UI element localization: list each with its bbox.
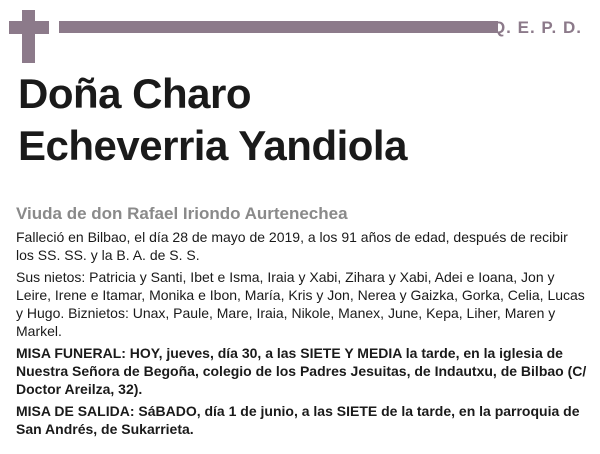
name-line-2: Echeverria Yandiola [18, 122, 407, 169]
name-line-1: Doña Charo [18, 70, 252, 117]
header-rule [59, 21, 498, 33]
departure-mass-paragraph: MISA DE SALIDA: SáBADO, día 1 de junio, a las SIETE de la tarde, en la parroquia de San Andrés, de Sukarrieta. [16, 403, 580, 437]
deceased-name [18, 68, 588, 172]
funeral-mass-paragraph: MISA FUNERAL: HOY, jueves, día 30, a las SIETE Y MEDIA la tarde, en la iglesia de Nuestra Señora de Begoña, colegio de los Padres Jesuitas, de Indautxu, de Bilbao (C/ Doctor Areilza, 32). [16, 345, 587, 397]
death-notice-paragraph: Falleció en Bilbao, el día 28 de mayo de 2019, a los 91 años de edad, después de recibir los SS. SS. y la B. A. de S. S. [16, 229, 568, 263]
qepd-label: Q. E. P. D. [491, 18, 582, 37]
cross-icon [9, 10, 49, 63]
widow-of-subtitle: Viuda de don Rafael Iriondo Aurtenechea [16, 204, 348, 223]
obituary-body [16, 228, 588, 442]
family-paragraph: Sus nietos: Patricia y Santi, Ibet e Isma, Iraia y Xabi, Zihara y Xabi, Adei e Ioana, Jon y Leire, Irene e Itamar, Monika e Ibon, María, Kris y Jon, Nerea y Gaizka, Gorka, Celia, Lucas y Hugo. Biznietos: Unax, Paule, Mare, Iraia, Nikole, Manex, June, Kepa, Liher, Maren y Markel. [16, 269, 585, 339]
cross-horizontal-beam [9, 21, 49, 34]
cross-vertical-beam [22, 10, 35, 63]
